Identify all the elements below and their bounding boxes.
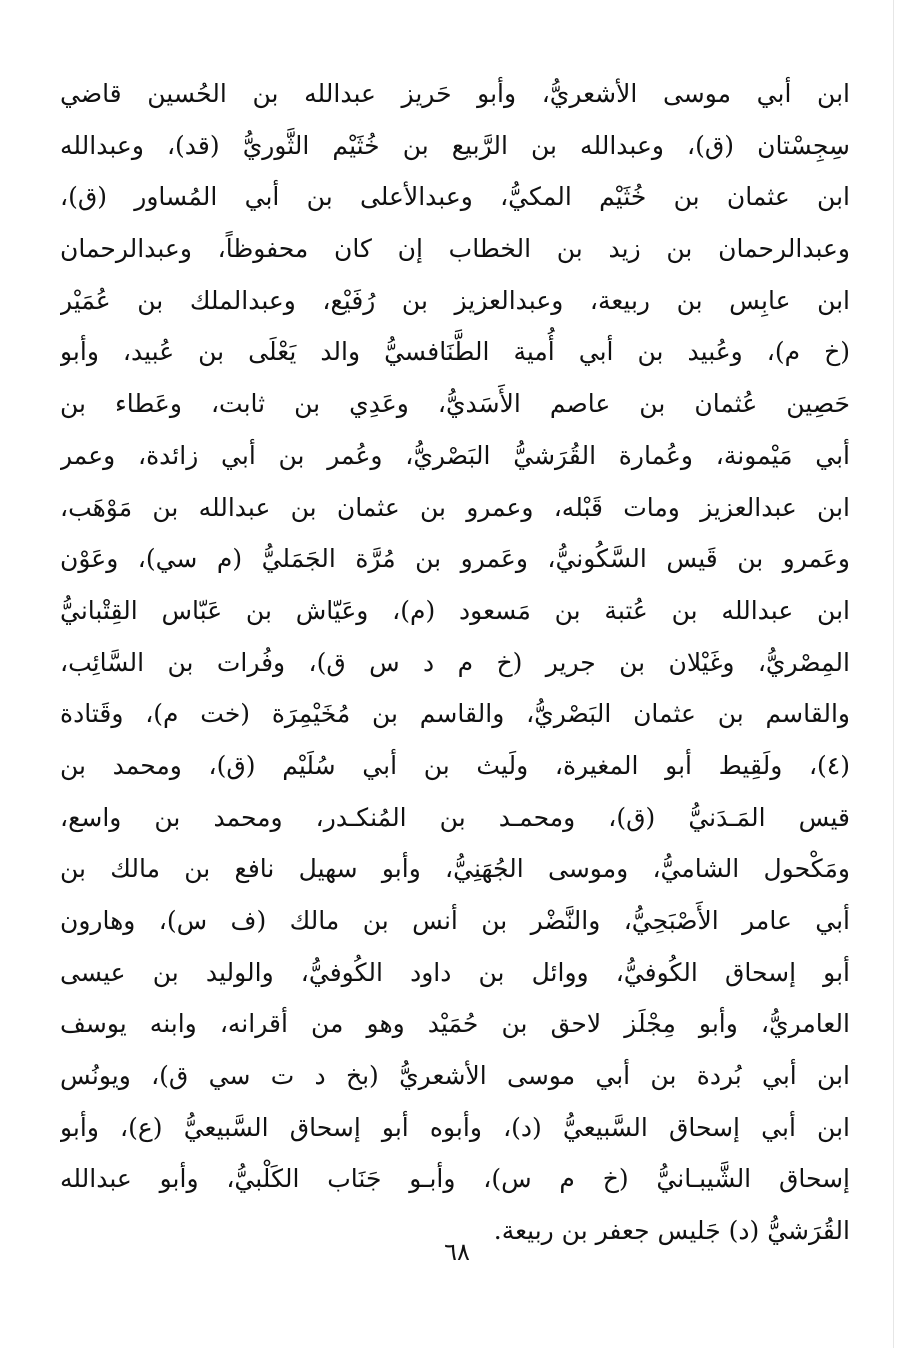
text-line-13: والقاسم بن عثمان البَصْريُّ، والقاسم بن مُخَيْمِرَة (خت م)، وقَتادة <box>60 699 850 729</box>
text-line-21: ابن أبي إسحاق السَّبيعيُّ (د)، وأبوه أبو إسحاق السَّبيعيُّ (ع)، وأبو <box>60 1112 850 1142</box>
text-line-19: العامريُّ، وأبو مِجْلَز لاحق بن حُمَيْد وهو من أقرانه، وابنه يوسف <box>60 1009 850 1039</box>
text-line-20: ابن أبي بُردة بن أبي موسى الأشعريُّ (بخ د ت سي ق)، ويونُس <box>60 1061 850 1091</box>
page-number: ٦٨ <box>444 1238 470 1266</box>
text-line-7: حَصِين عُثمان بن عاصم الأَسَديُّ، وعَدِي بن ثابت، وعَطاء بن <box>60 389 850 419</box>
text-line-9: ابن عبدالعزيز ومات قَبْله، وعمرو بن عثمان بن عبدالله بن مَوْهَب، <box>60 492 850 522</box>
text-line-3: ابن عثمان بن خُثَيْم المكيُّ، وعبدالأعلى بن أبي المُساور (ق)، <box>60 182 850 212</box>
text-line-1: ابن أبي موسى الأشعريُّ، وأبو حَريز عبدالله بن الحُسين قاضي <box>60 79 850 108</box>
body-text <box>60 68 850 1257</box>
text-line-16: ومَكْحول الشاميُّ، وموسى الجُهَنِيُّ، وأبو سهيل نافع بن مالك بن <box>60 854 850 884</box>
text-line-8: أبي مَيْمونة، وعُمارة القُرَشيُّ البَصْريُّ، وعُمر بن أبي زائدة، وعمر <box>60 440 850 470</box>
text-line-5: ابن عابِس بن ربيعة، وعبدالعزيز بن رُفَيْع، وعبدالملك بن عُمَيْر <box>60 285 850 315</box>
text-line-18: أبو إسحاق الكُوفيُّ، ووائل بن داود الكُوفيُّ، والوليد بن عيسى <box>60 957 850 987</box>
text-line-12: المِصْريُّ، وغَيْلان بن جرير (خ م د س ق)، وفُرات بن السَّائِب، <box>60 647 850 677</box>
text-line-15: قيس المَـدَنيُّ (ق)، ومحمـد بن المُنكـدر، ومحمد بن واسع، <box>60 802 850 832</box>
text-line-2: سِجِسْتان (ق)، وعبدالله بن الرَّبيع بن خُثَيْم الثَّوريُّ (قد)، وعبدالله <box>60 130 850 160</box>
page-edge-divider <box>893 0 894 1348</box>
text-line-23: القُرَشيُّ (د) جَليس جعفر بن ربيعة. <box>493 1216 850 1246</box>
text-line-22: إسحاق الشَّيبـانيُّ (خ م س)، وأبـو جَنَاب الكَلْبيُّ، وأبو عبدالله <box>60 1164 850 1194</box>
text-line-4: وعبدالرحمان بن زيد بن الخطاب إن كان محفوظاً، وعبدالرحمان <box>60 234 850 264</box>
text-line-11: ابن عبدالله بن عُتبة بن مَسعود (م)، وعَيّاش بن عَبّاس القِتْبانيُّ <box>60 595 850 625</box>
text-line-10: وعَمرو بن قَيس السَّكُونيُّ، وعَمرو بن مُرَّة الجَمَليُّ (م سي)، وعَوْن <box>60 544 850 574</box>
text-line-17: أبي عامر الأَصْبَحِيُّ، والنَّضْر بن أنس بن مالك (ف س)، وهارون <box>60 906 850 935</box>
text-line-6: (خ م)، وعُبيد بن أبي أُمية الطَّنَافسيُّ والد يَعْلَى بن عُبيد، وأبو <box>60 337 850 367</box>
text-line-14: (٤)، ولَقِيط أبو المغيرة، ولَيث بن أبي سُلَيْم (ق)، ومحمد بن <box>60 750 850 780</box>
